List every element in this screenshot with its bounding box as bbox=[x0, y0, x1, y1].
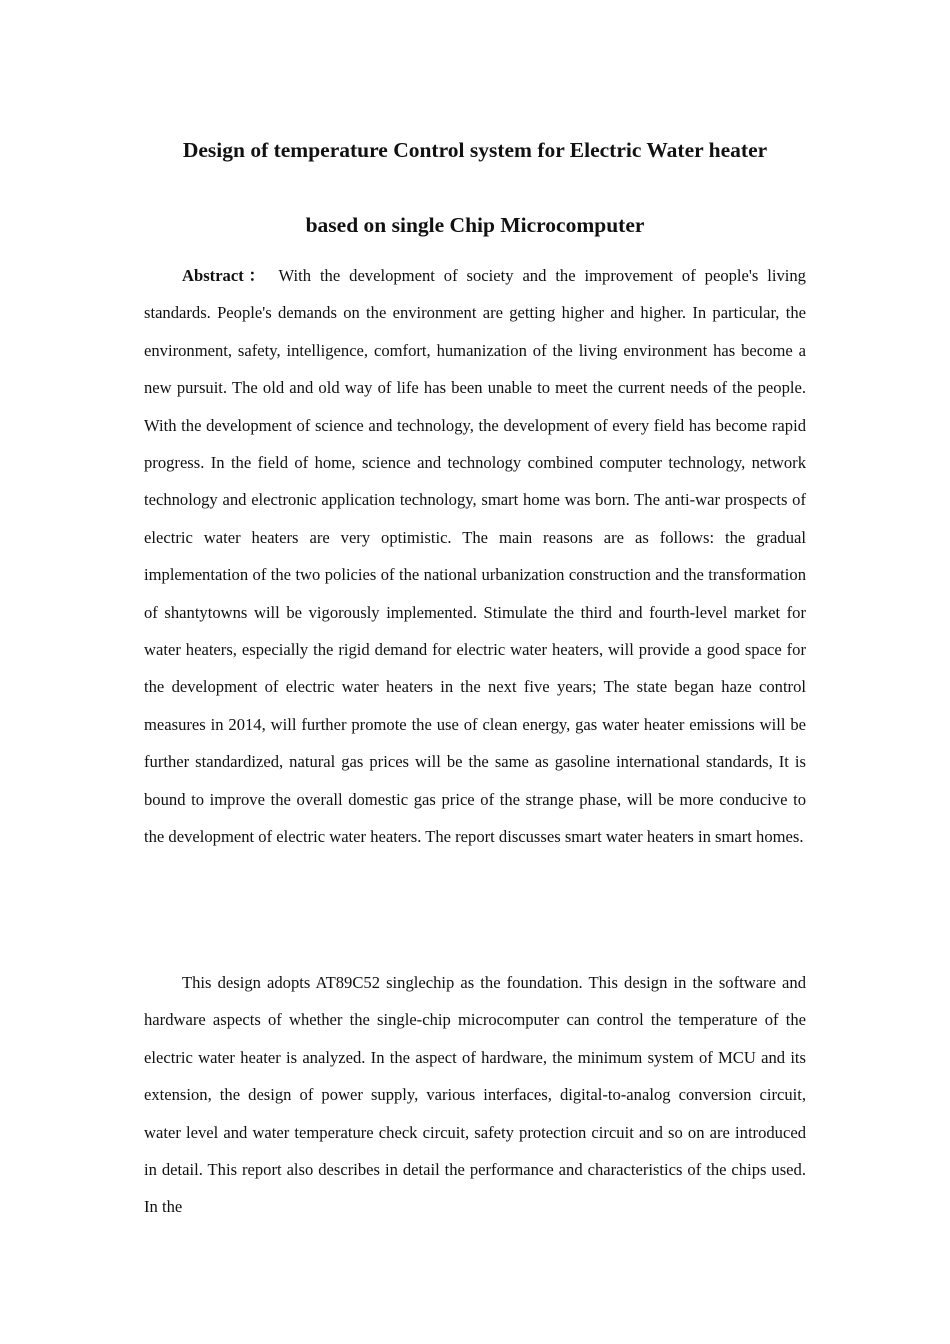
abstract-paragraph bbox=[144, 257, 806, 856]
title-line-2: based on single Chip Microcomputer bbox=[305, 213, 645, 237]
design-paragraph bbox=[144, 964, 806, 1226]
title-line-1: Design of temperature Control system for Electric Water heater bbox=[182, 138, 768, 162]
abstract-label: Abstract： bbox=[182, 266, 270, 285]
abstract-text: With the development of society and the improvement of people's living standards. People's demands on the environment are getting higher and higher. In particular, the environment, safety, intelligence, comfort, humanization of the living environment has become a new pursuit. The old and old way of life has been unable to meet the current needs of the people. With the development of science and technology, the development of every field has become rapid progress. In the field of home, science and technology combined computer technology, network technology and electronic application technology, smart home was born. The anti-war prospects of electric water heaters are very optimistic. The main reasons are as follows: the gradual implementation of the two policies of the national urbanization construction and the transformation of shantytowns will be vigorously implemented. Stimulate the third and fourth-level market for water heaters, especially the rigid demand for electric water heaters, will provide a good space for the development of electric water heaters in the next five years; The state began haze control measures in 2014, will further promote the use of clean energy, gas water heater emissions will be further standardized, natural gas prices will be the same as gasoline international standards, It is bound to improve the overall domestic gas price of the strange phase, will be more conducive to the development of electric water heaters. The report discusses smart water heaters in smart homes. bbox=[144, 266, 806, 847]
design-paragraph-text: This design adopts AT89C52 singlechip as the foundation. This design in the software and hardware aspects of whether the single-chip microcomputer can control the temperature of the electric water heater is analyzed. In the aspect of hardware, the minimum system of MCU and its extension, the design of power supply, various interfaces, digital-to-analog conversion circuit, water level and water temperature check circuit, safety protection circuit and so on are introduced in detail. This report also describes in detail the performance and characteristics of the chips used. In the bbox=[144, 973, 806, 1217]
